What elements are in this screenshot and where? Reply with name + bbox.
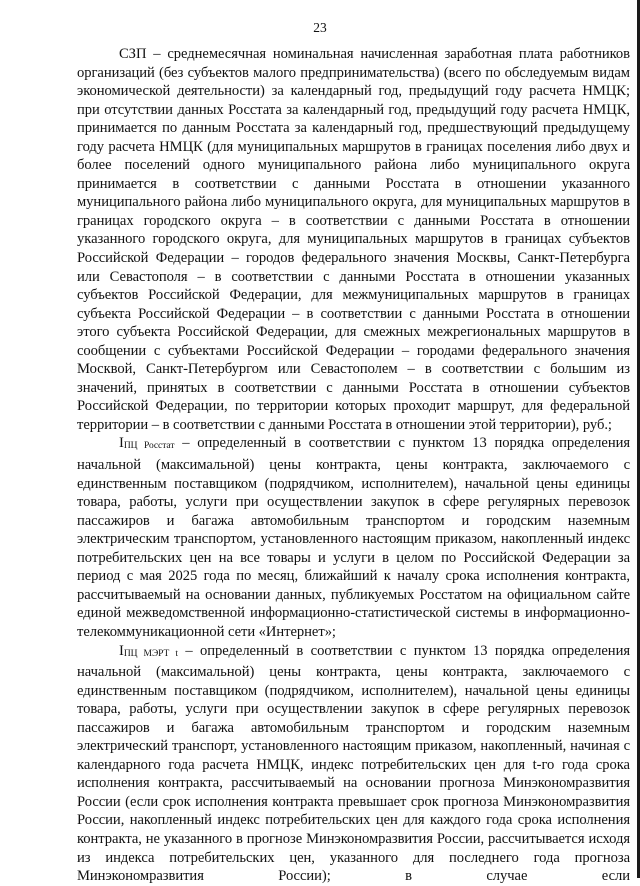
paragraph-text: СЗП – среднемесячная номинальная начисленная заработная плата работников организаций (без субъектов малого предпринимательства) (всего по обследуемым видам экономической деятельности) за календарный год, предыдущий году расчета НМЦК; при отсутствии данных Росстата за календарный год, предыдущий году расчета НМЦК, принимается по данным Росстата за календарный год, предшествующий предыдущему году расчета НМЦК (для муниципальных маршрутов в границах поселения либо двух и более поселений одного муниципального района либо муниципального округа принимается в соответствии с данными Росстата в отношении указанного муниципального района либо муниципального округа, для муниципальных маршрутов в границах городского округа – в соответствии с данными Росстата в отношении указанного городского округа, для муниципальных маршрутов в границах субъектов Российской Федерации – городов федерального значения Москвы, Санкт-Петербурга или Севастополя – в соответствии с данными Росстата в отношении указанных субъектов Российской Федерации, для межмуниципальных маршрутов в границах субъекта Российской Федерации – в соответствии с данными Росстата в отношении этого субъекта Российской Федерации, для смежных межрегиональных маршрутов в сообщении с субъектами Российской Федерации – городами федерального значения Москвой, Санкт-Петербургом или Севастополем – в соответствии с большим из значений, принятых в соответствии с данными Росстата в отношении субъектов Российской Федерации, по территории которых проходит маршрут, для федеральной территории – в соответствии с данными Росстата в отношении этой территории), руб.; bbox=[77, 46, 630, 433]
index-subscript: ПЦ МЭРТ t bbox=[123, 648, 178, 659]
index-symbol: I bbox=[119, 435, 124, 452]
paragraph-szp bbox=[77, 45, 630, 434]
index-symbol: I bbox=[119, 642, 124, 659]
document-body bbox=[77, 45, 630, 886]
index-subscript: ПЦ Росстат bbox=[123, 441, 175, 452]
paragraph-text: – определенный в соответствии с пунктом 13 порядка определения начальной (максимальной) цены контракта, цены контракта, заключаемого с единственным поставщиком (подрядчиком, исполнителем), начальной цены единицы товара, работы, услуги при осуществлении закупок в сфере регулярных перевозок пассажиров и багажа автомобильным транспортом и городским наземным электрический транспорт, установленного настоящим приказом, накопленный, начиная с календарного года расчета НМЦК, индекс потребительских цен для t-го года срока исполнения контракта, рассчитываемый на основании прогноза Минэкономразвития России (если срок исполнения контракта превышает срок прогноза Минэкономразвития России, накопленный индекс потребительских цен для каждого года срока исполнения контракта, не указанного в прогнозе Минэкономразвития России, рассчитывается исходя из индекса потребительских цен, указанного для последнего года прогноза Минэкономразвития России); в случае если bbox=[77, 642, 630, 885]
page-number: 23 bbox=[313, 20, 327, 35]
paragraph-ipc-mert bbox=[77, 642, 630, 886]
paragraph-text: – определенный в соответствии с пунктом 13 порядка определения начальной (максимальной) цены контракта, цены контракта, заключаемого с единственным поставщиком (подрядчиком, исполнителем), начальной цены единицы товара, работы, услуги при осуществлении закупок в сфере регулярных перевозок пассажиров и багажа автомобильным транспортом и городским наземным электрическим транспортом, установленного настоящим приказом, накопленный индекс потребительских цен на все товары и услуги в целом по Российской Федерации за период с мая 2025 года по месяц, ближайший к началу срока исполнения контракта, рассчитываемый на основании данных, публикуемых Росстатом на официальном сайте единой межведомственной информационно-статистической системы в информационно-телекоммуникационной сети «Интернет»; bbox=[77, 435, 631, 640]
paragraph-ipc-rosstat bbox=[77, 434, 630, 641]
